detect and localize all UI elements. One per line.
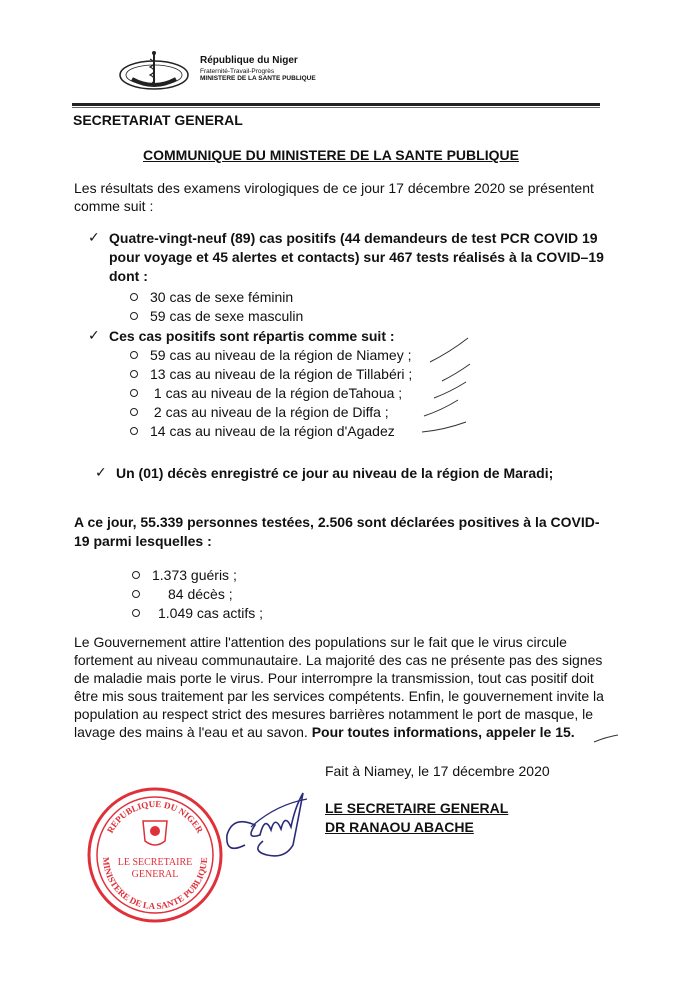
paragraph-line: lavage des mains à l'eau et au savon. Pour toutes informations, appeler le 15. xyxy=(74,724,575,740)
death-notice: Un (01) décès enregistré ce jour au niveau de la région de Maradi; xyxy=(116,465,554,481)
ministry-logo-icon xyxy=(117,49,191,95)
paragraph-line: fortement au niveau communautaire. La majorité des cas ne présente pas des signes xyxy=(74,652,603,668)
regions-heading: Ces cas positifs sont répartis comme suit : xyxy=(109,328,395,344)
positives-line-2: pour voyage et 45 alertes et contacts) sur 467 tests réalisés à la COVID–19 xyxy=(109,249,604,265)
bullet-circle-icon xyxy=(132,609,140,617)
positives-line-1: Quatre-vingt-neuf (89) cas positifs (44 demandeurs de test PCR COVID 19 xyxy=(109,230,598,246)
totals-line-2: 19 parmi lesquelles : xyxy=(74,533,212,549)
stamp-top-text: REPUBLIQUE DU NIGER xyxy=(104,798,206,835)
handwritten-tick-marks xyxy=(420,334,480,444)
signatory-role: LE SECRETAIRE GENERAL xyxy=(325,800,509,816)
stamp-center-2: GENERAL xyxy=(131,869,179,880)
header-country: République du Niger xyxy=(200,55,298,66)
header-divider-thin xyxy=(72,107,600,108)
bullet-circle-icon xyxy=(130,370,138,378)
bullet-circle-icon xyxy=(130,293,138,301)
intro-line-1: Les résultats des examens virologiques de ce jour 17 décembre 2020 se présentent xyxy=(74,180,594,196)
list-item: 13 cas au niveau de la région de Tillabéri ; xyxy=(130,365,412,384)
official-stamp xyxy=(85,785,225,925)
list-item: 2 cas au niveau de la région de Diffa ; xyxy=(130,403,389,422)
check-icon: ✓ xyxy=(88,229,100,245)
stamp-center-1: LE SECRETAIRE xyxy=(117,857,193,868)
totals-line-1: A ce jour, 55.339 personnes testées, 2.506 sont déclarées positives à la COVID- xyxy=(74,514,600,530)
list-item: 30 cas de sexe féminin xyxy=(130,288,293,307)
header-ministry: MINISTERE DE LA SANTE PUBLIQUE xyxy=(200,75,316,82)
paragraph-line: population au respect strict des mesures barrières notamment le port de masque, le xyxy=(74,706,594,722)
list-item: 1.373 guéris ; xyxy=(132,566,237,585)
paragraph-line: être mis sous traitement par les services compétents. Enfin, le gouvernement invite la xyxy=(74,688,604,704)
check-icon: ✓ xyxy=(88,327,100,343)
handwritten-mark xyxy=(592,733,622,745)
bullet-circle-icon xyxy=(130,351,138,359)
list-item: 59 cas de sexe masculin xyxy=(130,307,303,326)
bullet-circle-icon xyxy=(130,408,138,416)
hotline-info: Pour toutes informations, appeler le 15. xyxy=(311,724,575,740)
list-item: 84 décès ; xyxy=(132,585,233,604)
header-divider xyxy=(72,103,600,106)
list-item: 14 cas au niveau de la région d'Agadez xyxy=(130,422,395,441)
list-item: 1 cas au niveau de la région deTahoua ; xyxy=(130,384,402,403)
bullet-circle-icon xyxy=(130,312,138,320)
paragraph-line: de maladie mais porte le virus. Pour interrompre la transmission, tout cas positif doit xyxy=(74,670,594,686)
intro-line-2: comme suit : xyxy=(74,198,154,214)
bullet-circle-icon xyxy=(130,427,138,435)
check-icon: ✓ xyxy=(95,464,107,480)
stamp-bottom-text: MINISTERE DE LA SANTE PUBLIQUE xyxy=(100,856,210,912)
place-date: Fait à Niamey, le 17 décembre 2020 xyxy=(325,763,550,779)
bullet-circle-icon xyxy=(130,389,138,397)
bullet-circle-icon xyxy=(132,590,140,598)
list-item: 1.049 cas actifs ; xyxy=(132,604,263,623)
positives-line-3: dont : xyxy=(109,268,148,284)
list-item: 59 cas au niveau de la région de Niamey ; xyxy=(130,346,412,365)
handwritten-signature xyxy=(215,785,325,870)
document-title: COMMUNIQUE DU MINISTERE DE LA SANTE PUBLIQUE xyxy=(143,147,519,163)
secretariat-heading: SECRETARIAT GENERAL xyxy=(73,112,243,128)
header-motto: Fraternité-Travail-Progrès xyxy=(200,68,275,75)
paragraph-line: Le Gouvernement attire l'attention des populations sur le fait que le virus circule xyxy=(74,634,567,650)
bullet-circle-icon xyxy=(132,571,140,579)
signatory-name: DR RANAOU ABACHE xyxy=(325,819,474,835)
